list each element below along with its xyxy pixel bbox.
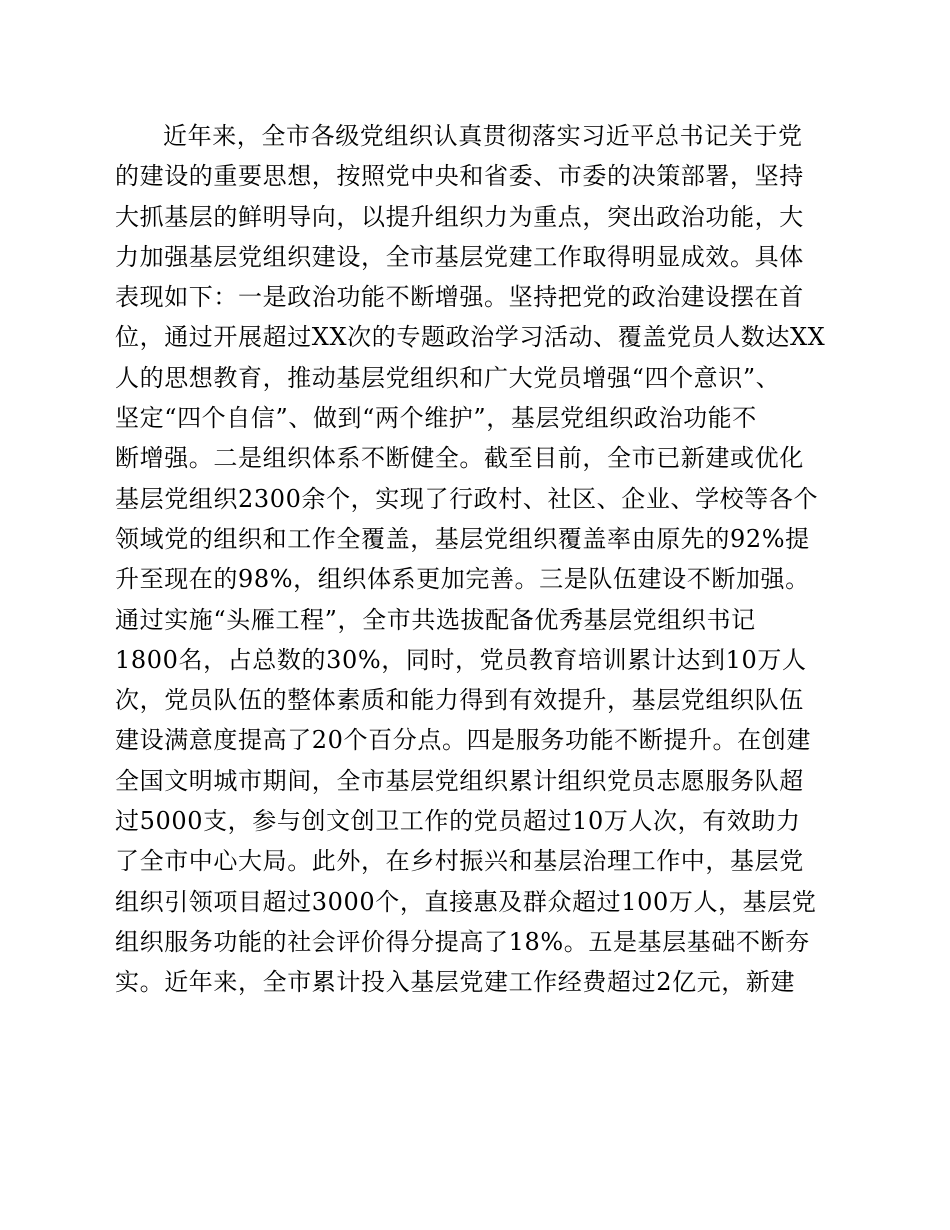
paragraph-line: 表现如下：一是政治功能不断增强。坚持把党的政治建设摆在首 (115, 283, 804, 312)
paragraph-line: 实。近年来，全市累计投入基层党建工作经费超过2亿元，新建 (115, 968, 796, 997)
paragraph-line: 人的思想教育，推动基层党组织和广大党员增强“四个意识”、 (115, 363, 781, 392)
paragraph-line: 位，通过开展超过XX次的专题政治学习活动、覆盖党员人数达XX (115, 323, 826, 352)
paragraph-line: 过5000支，参与创文创卫工作的党员超过10万人次，有效助力 (115, 807, 801, 836)
paragraph-line: 组织服务功能的社会评价得分提高了18%。五是基层基础不断夯 (115, 927, 810, 956)
paragraph-line: 断增强。二是组织体系不断健全。截至目前，全市已新建或优化 (115, 444, 804, 473)
paragraph-line: 全国文明城市期间，全市基层党组织累计组织党员志愿服务队超 (115, 766, 804, 795)
paragraph-line: 大抓基层的鲜明导向，以提升组织力为重点，突出政治功能，大 (115, 202, 804, 231)
paragraph-line: 力加强基层党组织建设，全市基层党建工作取得明显成效。具体 (115, 242, 804, 271)
paragraph-line: 升至现在的98%，组织体系更加完善。三是队伍建设不断加强。 (115, 565, 810, 594)
paragraph-line: 通过实施“头雁工程”，全市共选拔配备优秀基层党组织书记 (115, 605, 756, 634)
paragraph-line: 坚定“四个自信”、做到“两个维护”，基层党组织政治功能不 (115, 404, 757, 433)
paragraph-line: 基层党组织2300余个，实现了行政村、社区、企业、学校等各个 (115, 484, 819, 513)
paragraph-line: 的建设的重要思想，按照党中央和省委、市委的决策部署，坚持 (115, 162, 804, 191)
paragraph-line: 1800名，占总数的30%，同时，党员教育培训累计达到10万人 (115, 645, 807, 674)
paragraph-line: 建设满意度提高了20个百分点。四是服务功能不断提升。在创建 (115, 726, 811, 755)
paragraph-line: 近年来，全市各级党组织认真贯彻落实习近平总书记关于党 (163, 122, 803, 150)
paragraph-line: 组织引领项目超过3000个，直接惠及群众超过100万人，基层党 (115, 887, 817, 916)
paragraph-line: 了全市中心大局。此外，在乡村振兴和基层治理工作中，基层党 (115, 847, 804, 876)
paragraph-line: 次，党员队伍的整体素质和能力得到有效提升，基层党组织队伍 (115, 686, 804, 715)
body-paragraph (115, 116, 835, 1003)
paragraph-line: 领域党的组织和工作全覆盖，基层党组织覆盖率由原先的92%提 (115, 524, 810, 553)
